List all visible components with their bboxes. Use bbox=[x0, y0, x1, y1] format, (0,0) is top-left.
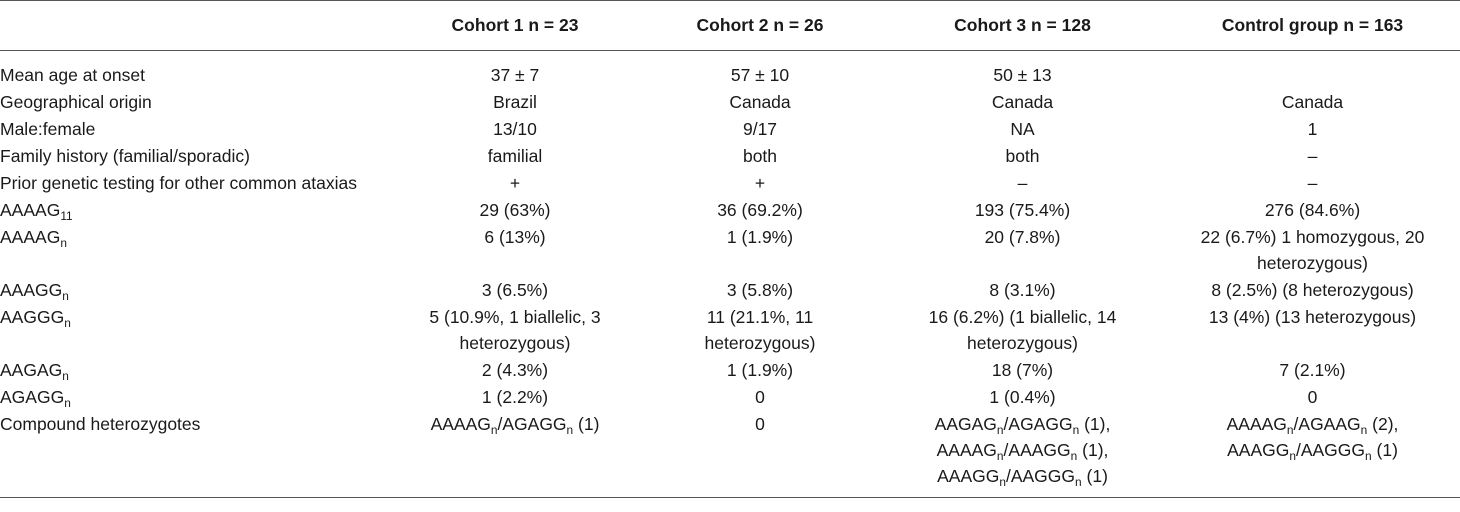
table-row bbox=[0, 88, 1460, 115]
cell-cohort-1: 2 (4.3%) bbox=[481, 360, 549, 380]
row-label: Geographical origin bbox=[0, 92, 152, 112]
table-row bbox=[0, 223, 1460, 276]
cell-cohort-1: 13/10 bbox=[493, 119, 537, 139]
table-header-row bbox=[0, 1, 1460, 51]
cell-cohort-2: 57 ± 10 bbox=[730, 65, 790, 85]
cell-cohort-1: familial bbox=[487, 146, 543, 166]
header-cell-control-group: Control group n = 163 bbox=[1165, 1, 1460, 51]
cell-cohort-2: + bbox=[754, 173, 766, 193]
table-row bbox=[0, 276, 1460, 303]
cell-cohort-3: 50 ± 13 bbox=[993, 65, 1052, 85]
header-cell-label bbox=[0, 1, 390, 51]
row-label: Prior genetic testing for other common ataxias bbox=[0, 173, 357, 193]
cell-cohort-2: 0 bbox=[755, 387, 765, 407]
row-label: Family history (familial/sporadic) bbox=[0, 146, 250, 166]
cell-control-group: 7 (2.1%) bbox=[1279, 360, 1346, 380]
table-row bbox=[0, 410, 1460, 498]
table-row bbox=[0, 115, 1460, 142]
cell-cohort-2: 11 (21.1%, 11 heterozygous) bbox=[704, 307, 816, 353]
cell-cohort-1: 5 (10.9%, 1 biallelic, 3 heterozygous) bbox=[429, 307, 601, 353]
row-label: $AGAGG_n$ bbox=[0, 387, 71, 411]
row-label: Male:female bbox=[0, 119, 96, 139]
cell-cohort-3: 8 (3.1%) bbox=[989, 280, 1056, 300]
cell-cohort-1: 6 (13%) bbox=[484, 227, 546, 247]
cell-cohort-2: Canada bbox=[729, 92, 791, 112]
cell-cohort-3: 1 (0.4%) bbox=[989, 387, 1056, 407]
cell-control-group bbox=[1165, 51, 1460, 89]
cell-cohort-3: 193 (75.4%) bbox=[974, 200, 1071, 220]
cell-cohort-2: 1 (1.9%) bbox=[726, 360, 794, 380]
row-label: $AAGGG_n$ bbox=[0, 307, 71, 331]
cell-cohort-2: 3 (5.8%) bbox=[726, 280, 794, 300]
cell-cohort-3: $AAGAG_n/AGAGG_n$ (1), $AAAAG_n/AAAGG_n$ (1), $AAAGG_n/AAGGG_n$ (1) bbox=[880, 410, 1165, 498]
cell-cohort-1: 1 (2.2%) bbox=[481, 387, 549, 407]
cell-cohort-3: 16 (6.2%) (1 biallelic, 14 heterozygous) bbox=[928, 307, 1117, 353]
table-row bbox=[0, 169, 1460, 196]
cell-control-group: 1 bbox=[1307, 119, 1318, 139]
cell-control-group: $AAAAG_n/AGAAG_n$ (2), $AAAGG_n/AAGGG_n$ (1) bbox=[1165, 410, 1460, 498]
cell-cohort-2: 9/17 bbox=[742, 119, 778, 139]
cell-cohort-3: 20 (7.8%) bbox=[984, 227, 1061, 247]
table-body bbox=[0, 51, 1460, 498]
cell-cohort-1: 29 (63%) bbox=[479, 200, 551, 220]
cell-control-group: 276 (84.6%) bbox=[1264, 200, 1361, 220]
cell-cohort-1: 3 (6.5%) bbox=[481, 280, 549, 300]
cell-cohort-2: 1 (1.9%) bbox=[726, 227, 794, 247]
header-cell-cohort-2: Cohort 2 n = 26 bbox=[640, 1, 880, 51]
cell-control-group: – bbox=[1307, 146, 1318, 166]
cell-cohort-2: both bbox=[742, 146, 778, 166]
cell-cohort-2: 36 (69.2%) bbox=[717, 200, 803, 220]
table-row bbox=[0, 303, 1460, 356]
cell-cohort-3: 18 (7%) bbox=[991, 360, 1054, 380]
cell-control-group: 13 (4%) (13 heterozygous) bbox=[1208, 307, 1417, 327]
cell-control-group: – bbox=[1307, 173, 1318, 193]
row-label: $AAAGG_n$ bbox=[0, 280, 69, 304]
table-row bbox=[0, 142, 1460, 169]
row-label: $AAAAG_n$ bbox=[0, 227, 67, 251]
table-row bbox=[0, 356, 1460, 383]
cell-cohort-1: + bbox=[509, 173, 521, 193]
table-row bbox=[0, 196, 1460, 223]
cell-cohort-1: Brazil bbox=[493, 92, 537, 112]
cell-cohort-1: $AAAAG_n/AGAGG_n$ (1) bbox=[390, 410, 640, 498]
cell-cohort-2: 0 bbox=[640, 410, 880, 498]
table-row bbox=[0, 51, 1460, 89]
row-label: Mean age at onset bbox=[0, 65, 145, 85]
row-label: $AAGAG_n$ bbox=[0, 360, 69, 384]
cell-cohort-1: 37 ± 7 bbox=[490, 65, 540, 85]
cell-control-group: Canada bbox=[1281, 92, 1344, 112]
cell-cohort-3: both bbox=[1005, 146, 1040, 166]
table-row bbox=[0, 383, 1460, 410]
cell-control-group: 0 bbox=[1307, 387, 1318, 407]
cell-cohort-3: NA bbox=[1010, 119, 1035, 139]
row-label: $AAAAG_{11}$ bbox=[0, 200, 73, 224]
cell-cohort-3: – bbox=[1017, 173, 1028, 193]
header-cell-cohort-1: Cohort 1 n = 23 bbox=[390, 1, 640, 51]
cell-control-group: 22 (6.7%) 1 homozygous, 20 heterozygous) bbox=[1200, 227, 1425, 273]
row-label: Compound heterozygotes bbox=[0, 410, 390, 498]
cell-control-group: 8 (2.5%) (8 heterozygous) bbox=[1211, 280, 1414, 300]
header-cell-cohort-3: Cohort 3 n = 128 bbox=[880, 1, 1165, 51]
cell-cohort-3: Canada bbox=[991, 92, 1054, 112]
